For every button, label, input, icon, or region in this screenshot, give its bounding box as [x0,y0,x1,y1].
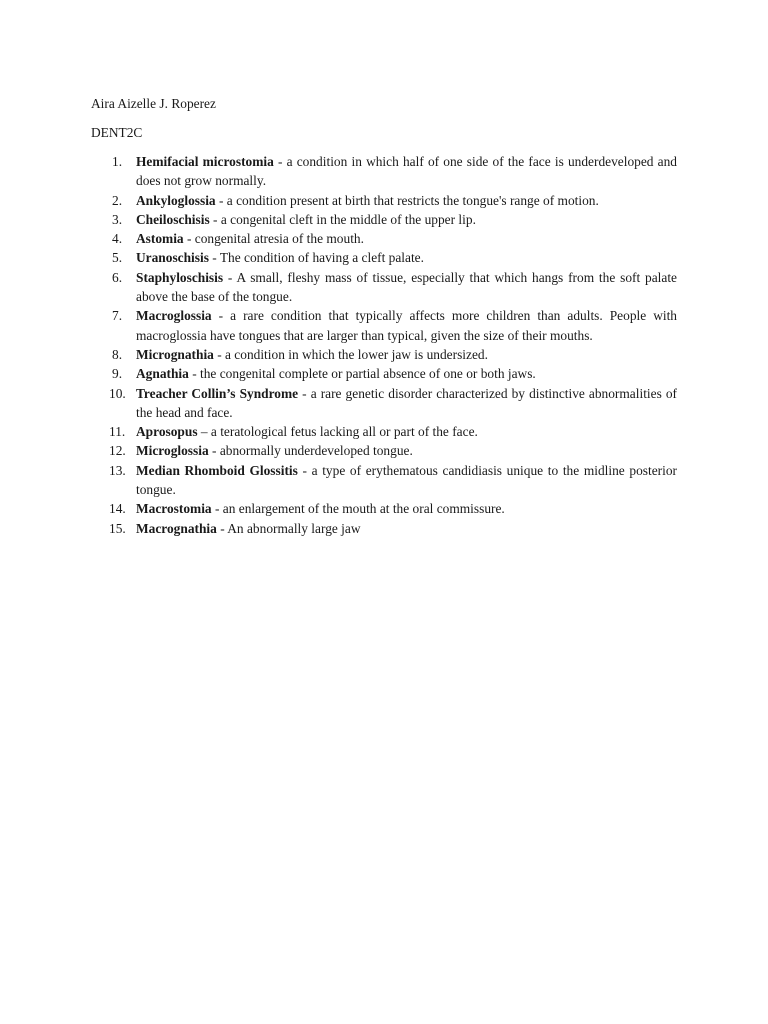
list-item [91,191,677,210]
term-name: Treacher Collin’s Syndrome [136,385,299,401]
term-name: Astomia [136,231,184,247]
term-separator: - [208,443,220,459]
term-definition: an enlargement of the mouth at the oral commissure. [222,501,505,517]
item-number: 12. [109,443,126,459]
term-name: Ankyloglossia [136,192,216,208]
term-separator: - [215,192,227,208]
term-name: Micrognathia [136,346,214,362]
term-separator: - [216,520,228,536]
term-definition: a rare condition that typically affects more children than adults. People with macroglossia have tongues that are larger than typical, given the size of their mouths. [136,308,678,343]
term-separator: - [297,462,312,478]
item-number: 8. [112,346,123,362]
term-name: Uranoschisis [136,250,209,266]
term-name: Microglossia [136,443,209,459]
term-separator: - [298,385,311,401]
list-item [91,499,677,518]
term-definition: a condition in which the lower jaw is undersized. [225,346,488,362]
list-item [91,364,677,383]
term-name: Macrostomia [136,501,212,517]
term-name: Macroglossia [136,308,212,324]
term-definition: abnormally underdeveloped tongue. [219,443,413,459]
term-definition: a teratological fetus lacking all or part of the face. [210,424,478,440]
term-separator: - [211,308,231,324]
list-item [91,441,677,460]
list-item [91,268,677,307]
section-code: DENT2C [91,125,143,140]
item-number: 13. [109,462,126,478]
term-separator: - [188,366,200,382]
term-separator: - [208,250,220,266]
item-number: 1. [112,154,123,169]
term-definition: a condition in which half of one side of the face is underdeveloped and does not grow normally. [136,154,677,189]
item-number: 15. [109,520,126,536]
term-name: Median Rhomboid Glossitis [136,462,298,478]
list-item [91,210,677,229]
item-number: 4. [112,231,123,247]
term-definition: A small, fleshy mass of tissue, especially that which hangs from the soft palate above the base of the tongue. [136,269,677,305]
item-number: 9. [112,366,123,382]
term-definition: congenital atresia of the mouth. [194,231,364,247]
item-number: 3. [112,211,123,227]
term-separator: - [213,346,226,362]
terms-list [91,152,677,538]
list-item [91,345,677,364]
term-separator: - [209,211,221,227]
item-number: 5. [112,250,123,266]
term-definition: The condition of having a cleft palate. [219,250,424,266]
term-separator: - [211,501,223,517]
term-definition: An abnormally large jaw [227,520,361,536]
term-name: Aprosopus [136,424,198,440]
term-definition: a type of erythematous candidiasis unique to the midline posterior tongue. [136,462,677,498]
term-separator: - [223,269,237,285]
list-item [91,519,677,538]
term-definition: the congenital complete or partial absence of one or both jaws. [200,366,536,382]
list-item [91,248,677,267]
list-item [91,422,677,441]
term-separator: – [197,424,211,440]
term-definition: a congenital cleft in the middle of the upper lip. [220,211,476,227]
list-item [91,306,677,345]
term-definition: a rare genetic disorder characterized by distinctive abnormalities of the head and face. [136,385,678,420]
term-name: Hemifacial microstomia [136,154,274,169]
item-number: 10. [109,385,126,401]
author-name: Aira Aizelle J. Roperez [91,96,216,111]
list-item [91,384,677,423]
item-number: 7. [112,308,123,324]
term-definition: a condition present at birth that restricts the tongue's range of motion. [226,192,599,208]
term-separator: - [183,231,195,247]
term-name: Staphyloschisis [136,269,224,285]
term-name: Agnathia [136,366,189,382]
item-number: 6. [112,269,123,285]
item-number: 2. [112,192,123,208]
list-item [91,229,677,248]
list-item [91,461,677,500]
term-name: Macrognathia [136,520,217,536]
list-item [91,152,677,191]
item-number: 11. [109,424,126,440]
item-number: 14. [109,501,126,517]
term-name: Cheiloschisis [136,211,210,227]
term-separator: - [273,154,287,169]
